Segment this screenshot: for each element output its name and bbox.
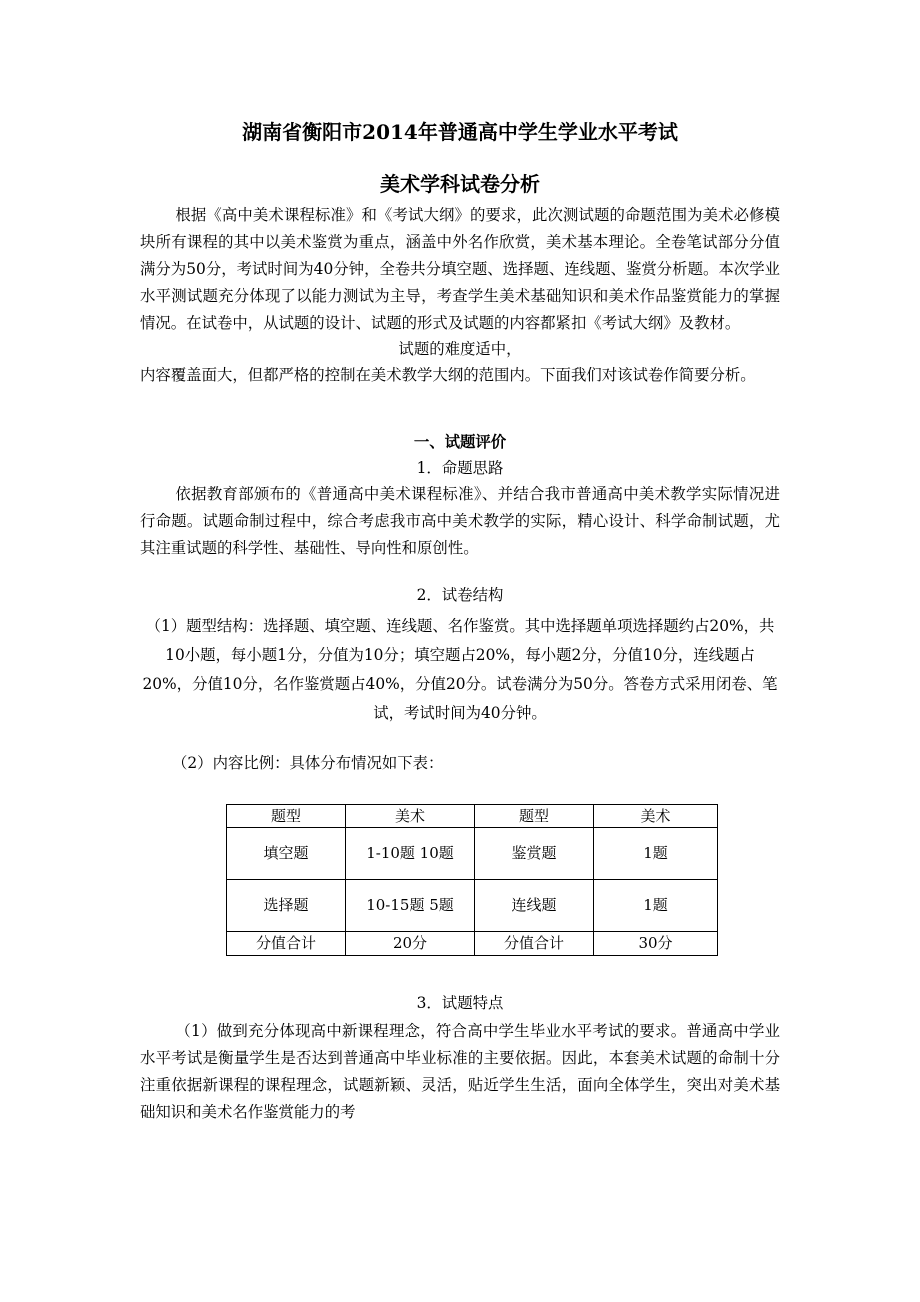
table-row	[227, 828, 718, 880]
table-header-cell: 美术	[594, 805, 718, 828]
document-page	[140, 118, 780, 1126]
table-cell: 分值合计	[475, 932, 594, 956]
intro-paragraph: 根据《高中美术课程标准》和《考试大纲》的要求，此次测试题的命题范围为美术必修模块所有课程的其中以美术鉴赏为重点，涵盖中外名作欣赏，美术基本理论。全卷笔试部分分值满分为50分，考试时间为40分钟，全卷共分填空题、选择题、连线题、鉴赏分析题。本次学业水平测试题充分体现了以能力测试为主导，考查学生美术基础知识和美术作品鉴赏能力的掌握情况。在试卷中，从试题的设计、试题的形式及试题的内容都紧扣《考试大纲》及教材。	[140, 206, 780, 332]
document-title: 湖南省衡阳市2014年普通高中学生学业水平考试	[242, 120, 678, 144]
table-header-cell: 题型	[227, 805, 346, 828]
intro-paragraph-continued: 内容覆盖面大，但都严格的控制在美术教学大纲的范围内。下面我们对该试卷作简要分析。	[140, 366, 756, 384]
distribution-table	[226, 804, 718, 956]
subsection-text-3: （1）做到充分体现高中新课程理念，符合高中学生毕业水平考试的要求。普通高中学业水平考试是衡量学生是否达到普通高中毕业标准的主要依据。因此，本套美术试题的命制十分注重依据新课程的课程理念，试题新颖、灵活，贴近学生生活，面向全体学生，突出对美术基础知识和美术名作鉴赏能力的考	[140, 1022, 780, 1121]
table-cell: 1-10题 10题	[346, 828, 475, 880]
table-row	[227, 880, 718, 932]
document-subtitle: 美术学科试卷分析	[380, 172, 540, 196]
intro-center-line: 试题的难度适中，	[398, 340, 522, 358]
table-row	[227, 932, 718, 956]
table-cell: 1题	[594, 880, 718, 932]
table-cell: 20分	[346, 932, 475, 956]
subsection-heading-3: 3．试题特点	[416, 994, 504, 1012]
table-cell: 鉴赏题	[475, 828, 594, 880]
structure-paragraph: （1）题型结构：选择题、填空题、连线题、名作鉴赏。其中选择题单项选择题约占20%，共10小题，每小题1分，分值为10分；填空题占20%，每小题2分，分值10分，连线题占20%，分值10分，名作鉴赏题占40%，分值20分。试卷满分为50分。答卷方式采用闭卷、笔试，考试时间为40分钟。	[142, 617, 778, 722]
section-heading: 一、试题评价	[413, 433, 507, 451]
table-cell: 10-15题 5题	[346, 880, 475, 932]
table-cell: 1题	[594, 828, 718, 880]
table-header-cell: 美术	[346, 805, 475, 828]
table-header-row	[227, 805, 718, 828]
subsection-heading-1: 1．命题思路	[416, 459, 504, 477]
subsection-text-1: 依据教育部颁布的《普通高中美术课程标准》、并结合我市普通高中美术教学实际情况进行命题。试题命制过程中，综合考虑我市高中美术教学的实际，精心设计、科学命制试题，尤其注重试题的科学性、基础性、导向性和原创性。	[140, 485, 780, 557]
table-cell: 分值合计	[227, 932, 346, 956]
ratio-paragraph: （2）内容比例：具体分布情况如下表：	[172, 754, 444, 772]
table-cell: 选择题	[227, 880, 346, 932]
subsection-heading-2: 2．试卷结构	[416, 586, 504, 604]
table-header-cell: 题型	[475, 805, 594, 828]
table-cell: 连线题	[475, 880, 594, 932]
table-cell: 30分	[594, 932, 718, 956]
table-cell: 填空题	[227, 828, 346, 880]
